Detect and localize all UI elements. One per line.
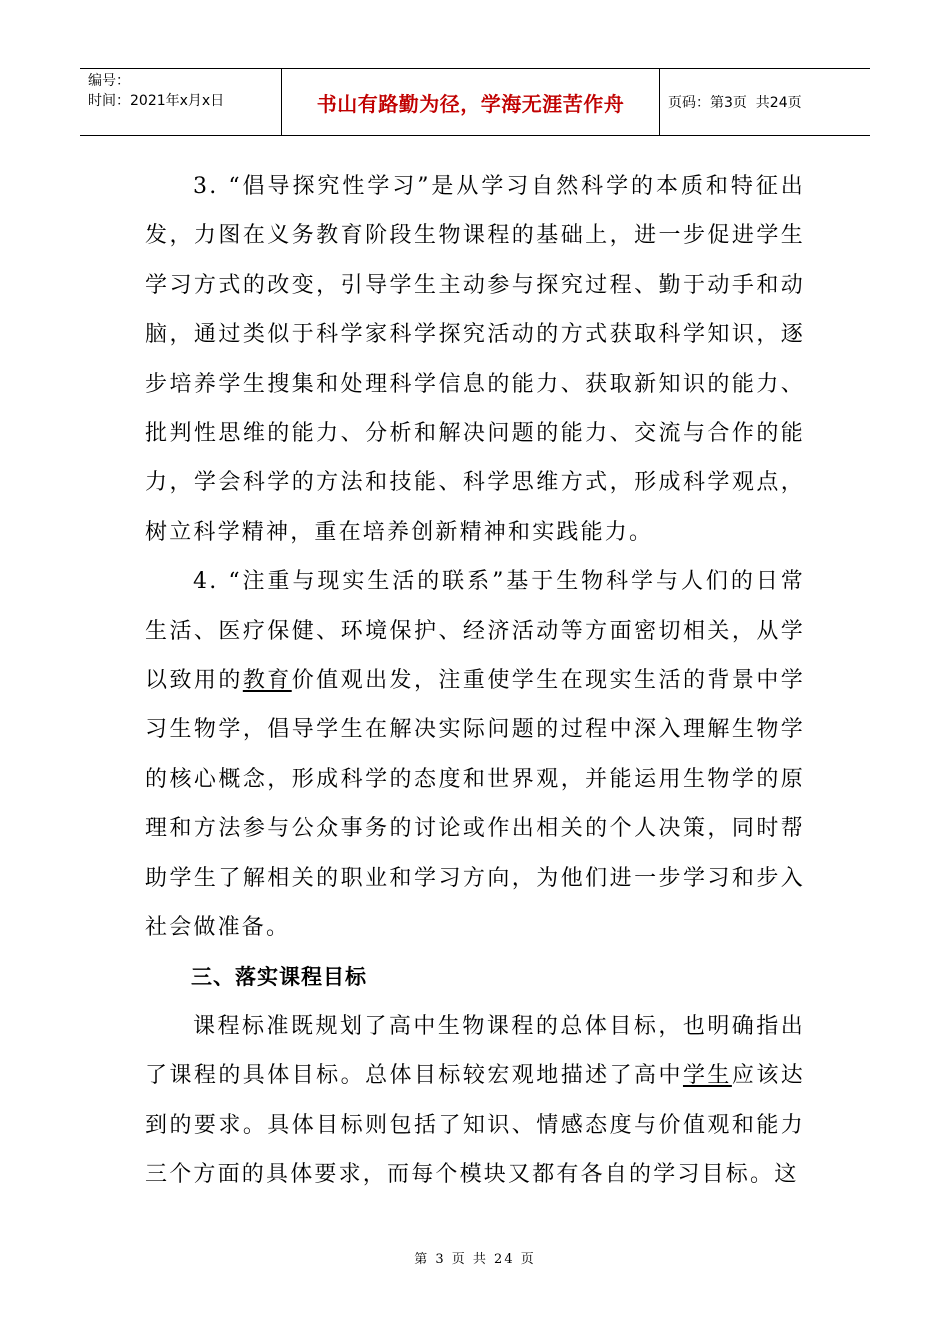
header-motto: 书山有路勤为径，学海无涯苦作舟: [282, 69, 660, 135]
paragraph-4-text-b: 价值观出发，注重使学生在现实生活的背景中学习生物学，倡导学生在解决实际问题的过程中深入理解生物学的核心概念，形成科学的态度和世界观，并能运用生物学的原理和方法参与公众事务的讨论或作出相关的个人决策，同时帮助学生了解相关的职业和学习方向，为他们进一步学习和步入社会做准备。: [145, 668, 805, 941]
header-table: [80, 68, 870, 136]
section-heading: 三、落实课程目标: [191, 964, 367, 989]
time-label: 时间：2021年x月x日: [88, 93, 225, 109]
number-label: 编号：: [88, 73, 130, 89]
paragraph-goals-text-a: 课程标准既规划了高中生物课程的总体目标，也明确指出了课程的具体目标。总体目标较宏观地描述了高中: [145, 1013, 805, 1089]
page-footer: 第 3 页 共 24 页: [414, 1252, 536, 1267]
header-meta: [80, 69, 282, 135]
paragraph-3: 3. “倡导探究性学习”是从学习自然科学的本质和特征出发，力图在义务教育阶段生物课程的基础上，进一步促进学生学习方式的改变，引导学生主动参与探究过程、勤于动手和动脑，通过类似于科学家科学探究活动的方式获取科学知识，逐步培养学生搜集和处理科学信息的能力、获取新知识的能力、批判性思维的能力、分析和解决问题的能力、交流与合作的能力，学会科学的方法和技能、科学思维方式，形成科学观点，树立科学精神，重在培养创新精神和实践能力。: [145, 174, 805, 545]
header-page-info: [660, 69, 870, 135]
paragraph-4: [145, 557, 805, 952]
paragraph-4-text-a: 4. “注重与现实生活的联系”基于生物科学与人们的日常生活、医疗保健、环境保护、经济活动等方面密切相关，从学以致用的: [145, 569, 805, 694]
student-link[interactable]: 学生: [682, 1063, 732, 1089]
paragraph-goals: [145, 1002, 805, 1200]
document-body: [145, 162, 805, 1200]
page-label: 页码：第3页 共24页: [668, 95, 802, 111]
education-link[interactable]: 教育: [242, 668, 292, 694]
paragraph-goals-text-b: 应该达到的要求。具体目标则包括了知识、情感态度与价值观和能力三个方面的具体要求，而每个模块又都有各自的学习目标。这: [145, 1063, 805, 1188]
